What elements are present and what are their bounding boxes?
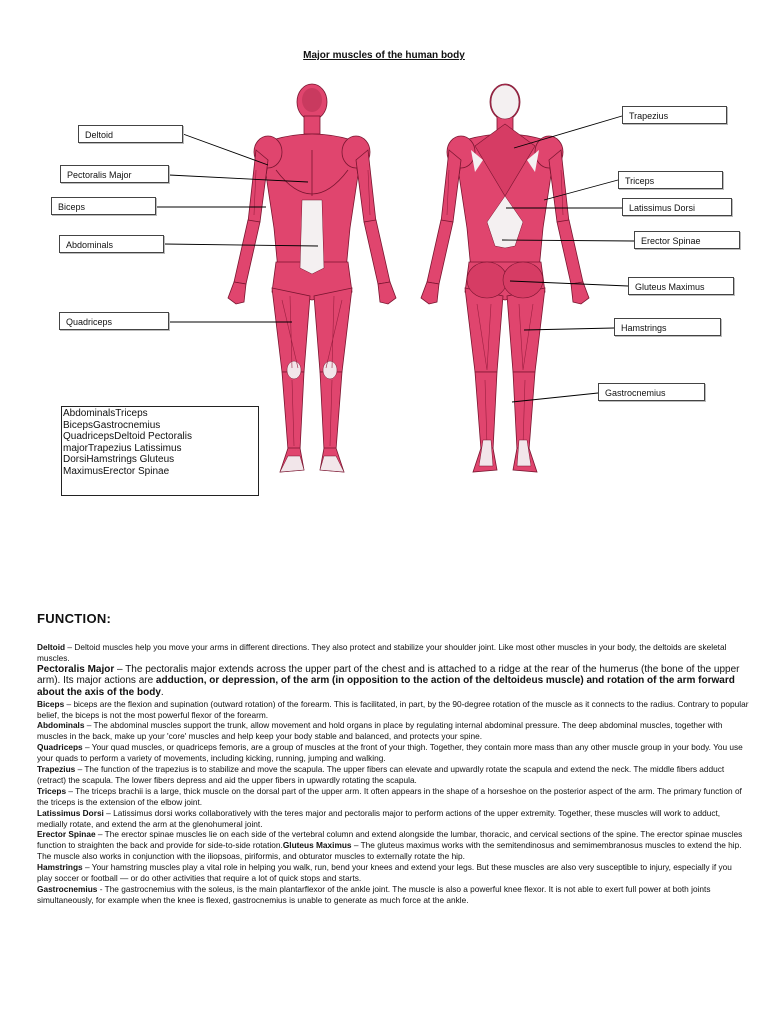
label-gastrocnemius: Gastrocnemius: [598, 383, 705, 401]
label-triceps: Triceps: [618, 171, 723, 189]
term: Abdominals: [37, 720, 85, 731]
label-quadriceps: Quadriceps: [59, 312, 169, 330]
label-pectoralis-major: Pectoralis Major: [60, 165, 169, 183]
description: – The abdominal muscles support the trunk, allow movement and hold organs in place by regulating internal abdominal pressure. The deep abdominal muscles, together with muscles in the back, make up your 'core' muscles and help keep your body stable and balanced, and protects your spine.: [37, 720, 723, 742]
paragraph-pectoralis: [37, 664, 749, 699]
label-deltoid: Deltoid: [78, 125, 183, 143]
label-trapezius: Trapezius: [622, 106, 727, 124]
word-bank-line: majorTrapezius Latissimus: [63, 442, 182, 454]
paragraph-biceps: [37, 699, 749, 721]
description: – The triceps brachii is a large, thick muscle on the dorsal part of the upper arm. It often appears in the shape of a horseshoe on the posterior aspect of the arm. The primary function of the triceps is the extension of the elbow joint.: [37, 785, 742, 807]
paragraph-quadriceps: [37, 742, 749, 764]
label-biceps: Biceps: [51, 197, 156, 215]
term: Deltoid: [37, 642, 66, 652]
paragraph-deltoid: [37, 642, 749, 664]
label-abdominals: Abdominals: [59, 235, 164, 253]
word-bank-box: [61, 406, 259, 496]
term: Gastrocnemius: [37, 884, 98, 894]
page-title: Major muscles of the human body: [303, 50, 465, 61]
back-body-figure: [421, 84, 589, 472]
paragraph-erector-gluteus: [37, 829, 749, 862]
description: – Latissimus dorsi works collaboratively with the teres major and pectoralis major to perform actions of the upper extremity. Together, these muscles will work to adduct, medially rotate, and extend the arm at the glenohumeral joint.: [37, 807, 721, 829]
description: – Your hamstring muscles play a vital role in helping you walk, run, bend your knees and extend your legs. But these muscles are also very susceptible to injury, especially if you play soccer or football — or do other activities that require a lot of quick stops and starts.: [37, 862, 732, 884]
term: Erector Spinae: [37, 829, 96, 840]
label-erector-spinae: Erector Spinae: [634, 231, 740, 249]
term: Biceps: [37, 698, 65, 709]
description: – The function of the trapezius is to stabilize and move the scapula. The upper fibers can elevate and upwardly rotate the scapula and extend the neck. The middle fibers adduct (retract) the scapula. The lower fibers depress and aid the upper fibers in upwardly rotating the scapula.: [37, 764, 725, 785]
term: Triceps: [37, 785, 67, 796]
function-heading: FUNCTION:: [37, 611, 112, 626]
term: Hamstrings: [37, 862, 83, 873]
paragraph-gastrocnemius: [37, 884, 749, 906]
term: Latissimus Dorsi: [37, 807, 104, 818]
term: Pectoralis Major: [37, 663, 115, 675]
label-latissimus-dorsi: Latissimus Dorsi: [622, 198, 732, 216]
term: Trapezius: [37, 764, 76, 775]
word-bank-line: DorsiHamstrings Gluteus: [63, 454, 175, 465]
word-bank-line: MaximusErector Spinae: [63, 465, 170, 477]
paragraph-abdominals: [37, 720, 749, 742]
label-gluteus-maximus: Gluteus Maximus: [628, 277, 734, 295]
paragraph-hamstrings: [37, 862, 749, 884]
word-bank-line: BicepsGastrocnemius: [63, 419, 161, 431]
function-text: [37, 642, 749, 906]
description: – Your quad muscles, or quadriceps femoris, are a group of muscles at the front of your thigh. Together, they contain more mass than any other muscle group in your body. You use your quads to perform a variety of movements, including kicking, running, jumping and walking.: [37, 742, 743, 764]
term: Quadriceps: [37, 742, 83, 753]
description: – The erector spinae muscles lie on each side of the vertebral column and extend alongside the lumbar, thoracic, and cervical sections of the spine. The erector spinae muscles function to straighten the back and provide for side-to-side rotation.: [37, 829, 743, 851]
paragraph-latissimus: [37, 808, 749, 830]
description: – The gluteus maximus works with the semitendinosus and semimembranosus muscles to extend the hip. The muscle also works in conjunction with the iliopsoas, piriformis, and obturator muscles to externally rotate the hip.: [37, 840, 742, 862]
word-bank-line: AbdominalsTriceps: [63, 408, 148, 419]
description-end: .: [160, 687, 164, 698]
description: – Deltoid muscles help you move your arms in different directions. They also protect and stabilize your shoulder joint. Like most other muscles in your body, the deltoids are skeletal muscles.: [37, 642, 727, 663]
description: – The pectoralis major extends across the upper part of the chest and is attached to a ridge at the rear of the humerus (the bone of the upper arm). Its major actions are: [37, 663, 740, 687]
description: – biceps are the flexion and supination (outward rotation) of the forearm. This is facilitated, in part, by the 90-degree rotation of the muscle as it connects to the radius. Contrary to popular belief, the biceps is not the most powerful flexor of the forearm.: [37, 698, 749, 720]
word-bank-line: QuadricepsDeltoid Pectoralis: [63, 431, 192, 442]
term: Gluteus Maximus: [282, 840, 352, 851]
description-bold: adduction, or depression, of the arm (in opposition to the action of the deltoideus muscle) and rotation of the arm forward about the axis of the body: [37, 675, 735, 698]
label-hamstrings: Hamstrings: [614, 318, 721, 336]
paragraph-triceps: [37, 786, 749, 808]
description: - The gastrocnemius with the soleus, is the main plantarflexor of the ankle joint. The muscle is also a powerful knee flexor. It is not able to exert full power at both joints simultaneously, for example when the knee is flexed, gastrocnemius is unable to generate as much force at the ankle.: [37, 884, 711, 905]
paragraph-trapezius: [37, 764, 749, 786]
